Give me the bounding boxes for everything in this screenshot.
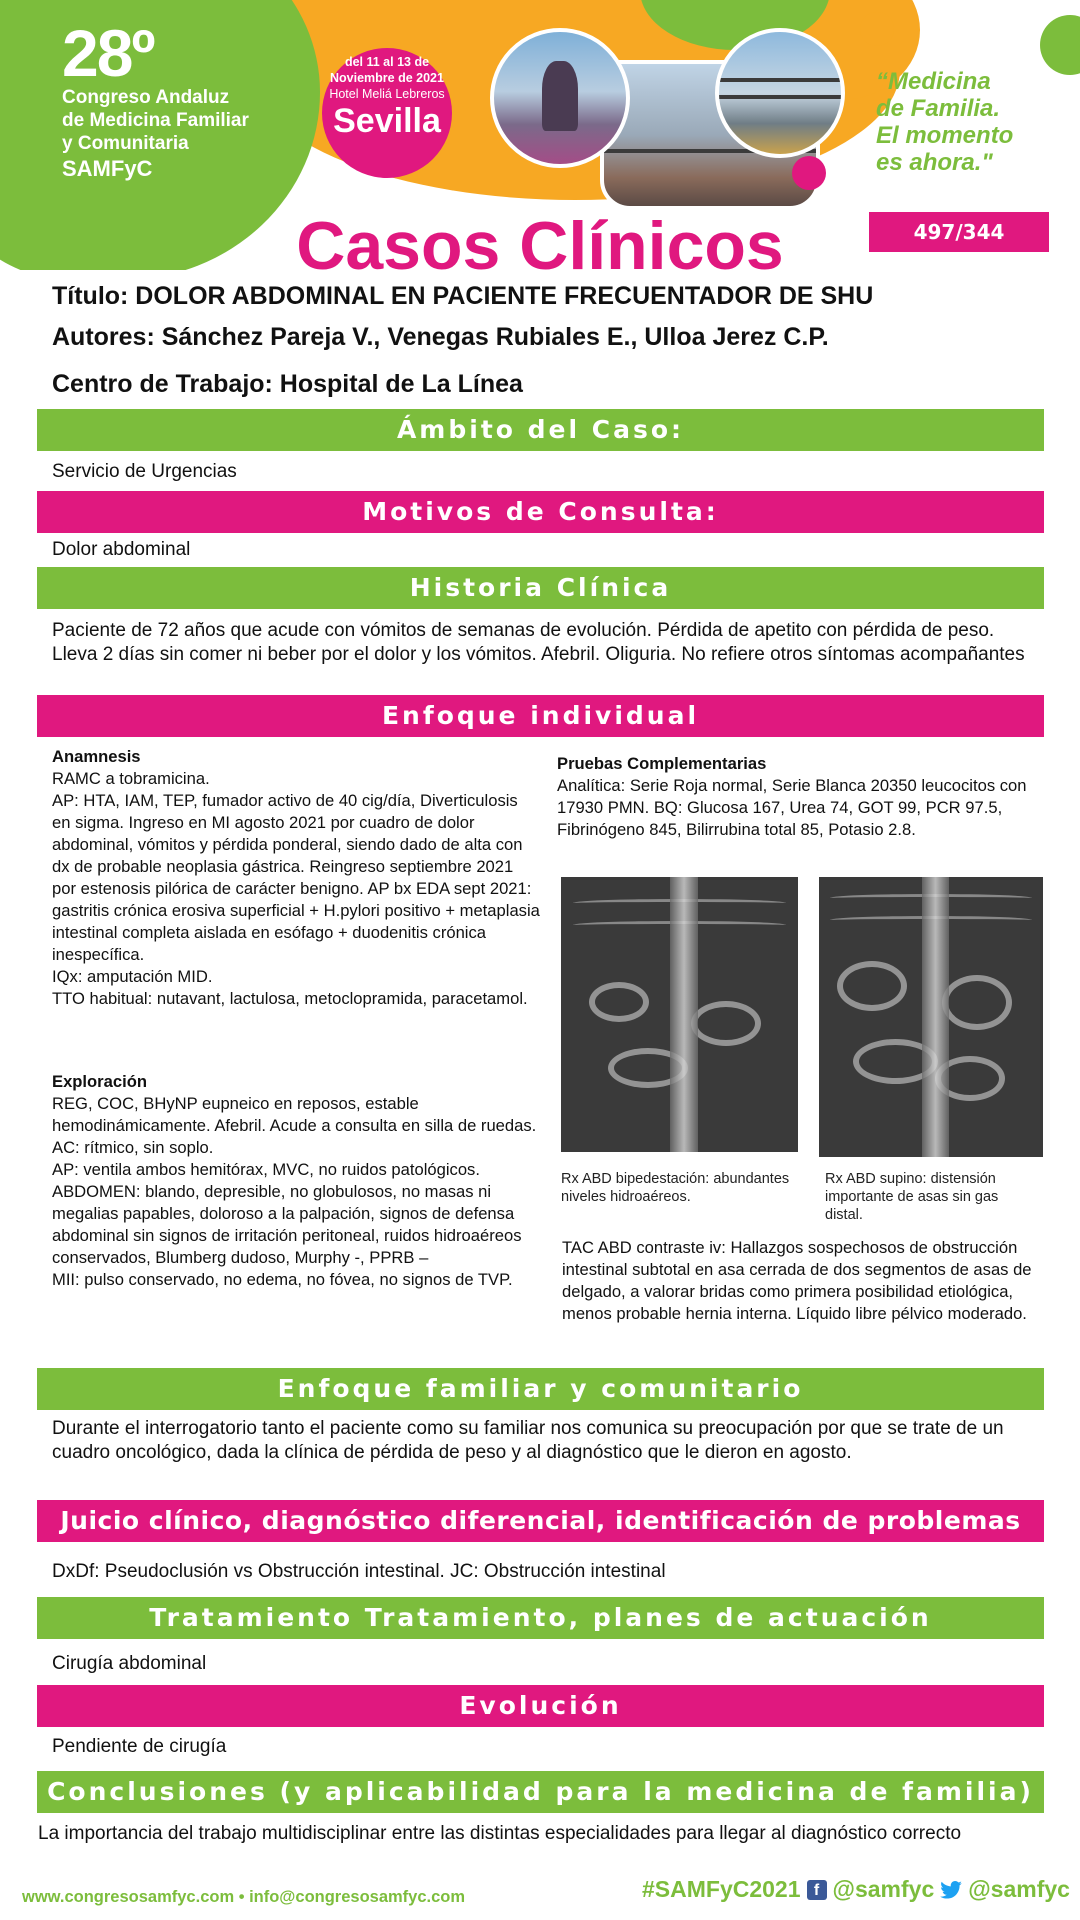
section-heading-familiar: Enfoque familiar y comunitario	[37, 1368, 1044, 1410]
tac-text: TAC ABD contraste iv: Hallazgos sospechosos de obstrucción intestinal subtotal en asa cerrada de dos segmentos de asas de delgado, a valorar bridas como primera posibilidad etiológica, menos probable hernia interna. Líquido libre pélvico moderado.	[562, 1238, 1032, 1323]
congress-line: de Medicina Familiar	[62, 110, 249, 131]
twitter-handle[interactable]: @samfyc	[968, 1876, 1070, 1902]
dates-line: Noviembre de 2021	[330, 71, 444, 85]
section-text-historia: Paciente de 72 años que acude con vómitos de semanas de evolución. Pérdida de apetito con pérdida de peso. Lleva 2 días sin comer ni beber por el dolor y los vómitos. Afebril. Oliguria. No refiere otros síntomas acompañantes	[52, 620, 1025, 665]
congress-logo	[62, 16, 249, 183]
footer-social	[642, 1876, 1070, 1903]
xray-detail	[589, 982, 649, 1022]
anamnesis-line: IQx: amputación MID.	[52, 967, 213, 986]
section-text-motivos: Dolor abdominal	[52, 539, 191, 560]
section-heading-juicio: Juicio clínico, diagnóstico diferencial, identificación de problemas	[37, 1500, 1044, 1542]
xray-detail	[837, 961, 907, 1011]
exploracion-line: REG, COC, BHyNP eupneico en reposos, estable hemodinámicamente. Afebril. Acude a consulta en silla de ruedas.	[52, 1094, 537, 1135]
city-name: Sevilla	[333, 102, 441, 140]
section-heading-historia: Historia Clínica	[37, 567, 1044, 609]
anamnesis-title: Anamnesis	[52, 747, 141, 766]
exploracion-title: Exploración	[52, 1072, 147, 1091]
exploracion-line: AC: rítmico, sin soplo.	[52, 1138, 214, 1157]
xray-detail	[691, 1001, 761, 1046]
section-heading-tratamiento: Tratamiento Tratamiento, planes de actuación	[37, 1597, 1044, 1639]
pruebas-title: Pruebas Complementarias	[557, 754, 767, 773]
dates-line: del 11 al 13 de	[344, 55, 430, 69]
bridge-rail-lower	[719, 95, 841, 99]
motto	[876, 68, 1013, 176]
anamnesis-line: AP: HTA, IAM, TEP, fumador activo de 40 cig/día, Diverticulosis en sigma. Ingreso en MI agosto 2021 por cuadro de dolor abdominal, vómitos y pérdida ponderal, siendo dado de alta con dx de probable neoplasia gástrica. Reingreso septiembre 2021 por estenosis pilórica de carácter benigno. AP bx EDA sept 2021: gastritis crónica erosiva superficial + H.pylori positivo + metaplasia intestinal completa aislada en esófago + duodenitis crónica inespecífica.	[52, 791, 540, 964]
xray-spine	[922, 877, 949, 1157]
footer-links[interactable]: www.congresosamfyc.com • info@congresosamfyc.com	[22, 1888, 466, 1906]
section-text-familiar: Durante el interrogatorio tanto el paciente como su familiar nos comunica su preocupación por que se trate de un cuadro oncológico, dada la clínica de pérdida de peso y al diagnóstico que le dieron en agosto.	[52, 1418, 1004, 1463]
decor-pink-dot	[792, 156, 826, 190]
motto-line: de Familia.	[876, 95, 1001, 122]
anamnesis-line: RAMC a tobramicina.	[52, 769, 210, 788]
photo-giraldillo-statue	[490, 28, 630, 168]
statue-shape	[542, 61, 578, 131]
xray-caption-supine: Rx ABD supino: distensión importante de asas sin gas distal.	[825, 1171, 999, 1223]
exploracion-line: MII: pulso conservado, no edema, no fóvea, no signos de TVP.	[52, 1270, 513, 1289]
bridge-rail	[719, 78, 841, 82]
anamnesis-block	[52, 746, 540, 1010]
city-badge	[322, 48, 452, 178]
section-heading-evolucion: Evolución	[37, 1685, 1044, 1727]
pruebas-text: Analítica: Serie Roja normal, Serie Blanca 20350 leucocitos con 17930 PMN. BQ: Glucosa 167, Urea 74, GOT 99, PCR 97.5, Fibrinógeno 845, Bilirrubina total 85, Potasio 2.8.	[557, 776, 1027, 839]
section-heading-ambito: Ámbito del Caso:	[37, 409, 1044, 451]
photo-triana-bridge	[715, 28, 845, 158]
section-text-juicio: DxDf: Pseudoclusión vs Obstrucción intestinal. JC: Obstrucción intestinal	[52, 1561, 666, 1582]
congress-line: y Comunitaria	[62, 133, 189, 154]
congress-org: SAMFyC	[62, 156, 153, 181]
facebook-icon[interactable]: f	[807, 1880, 827, 1900]
facebook-handle[interactable]: @samfyc	[832, 1876, 935, 1902]
xray-spine	[670, 877, 698, 1152]
section-text-evolucion: Pendiente de cirugía	[52, 1736, 227, 1757]
anamnesis-line: TTO habitual: nutavant, lactulosa, metoclopramida, paracetamol.	[52, 989, 528, 1008]
page-title: Casos Clínicos	[296, 208, 784, 284]
section-text-ambito: Servicio de Urgencias	[52, 461, 237, 482]
case-id-badge: 497/344	[869, 212, 1049, 252]
xray-caption-standing: Rx ABD bipedestación: abundantes niveles hidroaéreos.	[561, 1171, 790, 1205]
section-heading-enfoque-individual: Enfoque individual	[37, 695, 1044, 737]
congress-edition: 28º	[62, 16, 154, 90]
xray-image-supine	[819, 877, 1043, 1157]
section-heading-motivos: Motivos de Consulta:	[37, 491, 1044, 533]
motto-line: “Medicina	[876, 68, 991, 95]
twitter-icon[interactable]	[940, 1881, 962, 1899]
section-text-tratamiento: Cirugía abdominal	[52, 1653, 207, 1674]
pruebas-block	[557, 753, 1037, 841]
exploracion-line: ABDOMEN: blando, depresible, no globulosos, no masas ni megalias papables, doloroso a la palpación, signos de defensa abdominal sin signos de irritación peritoneal, ruidos hidroaéreos conservados, Blumberg dudoso, Murphy -, PPRB –	[52, 1182, 522, 1267]
exploracion-line: AP: ventila ambos hemitórax, MVC, no ruidos patológicos.	[52, 1160, 480, 1179]
congress-line: Congreso Andaluz	[62, 87, 230, 108]
motto-line: es ahora."	[876, 149, 993, 176]
xray-image-standing	[561, 877, 798, 1152]
decor-yellow-dot	[860, 12, 894, 46]
section-heading-conclusiones: Conclusiones (y aplicabilidad para la medicina de familia)	[37, 1771, 1044, 1813]
case-authors: Autores: Sánchez Pareja V., Venegas Rubiales E., Ulloa Jerez C.P.	[52, 323, 829, 351]
case-workplace: Centro de Trabajo: Hospital de La Línea	[52, 370, 523, 398]
hashtag[interactable]: #SAMFyC2021	[642, 1876, 801, 1902]
motto-line: El momento	[876, 122, 1014, 149]
section-text-conclusiones: La importancia del trabajo multidisciplinar entre las distintas especialidades para llegar al diagnóstico correcto	[38, 1823, 962, 1844]
venue: Hotel Meliá Lebreros	[329, 87, 445, 101]
xray-detail	[942, 975, 1012, 1030]
decor-green-dot	[1040, 15, 1080, 75]
exploracion-block	[52, 1071, 540, 1291]
case-title: Título: DOLOR ABDOMINAL EN PACIENTE FRECUENTADOR DE SHU	[52, 282, 874, 310]
